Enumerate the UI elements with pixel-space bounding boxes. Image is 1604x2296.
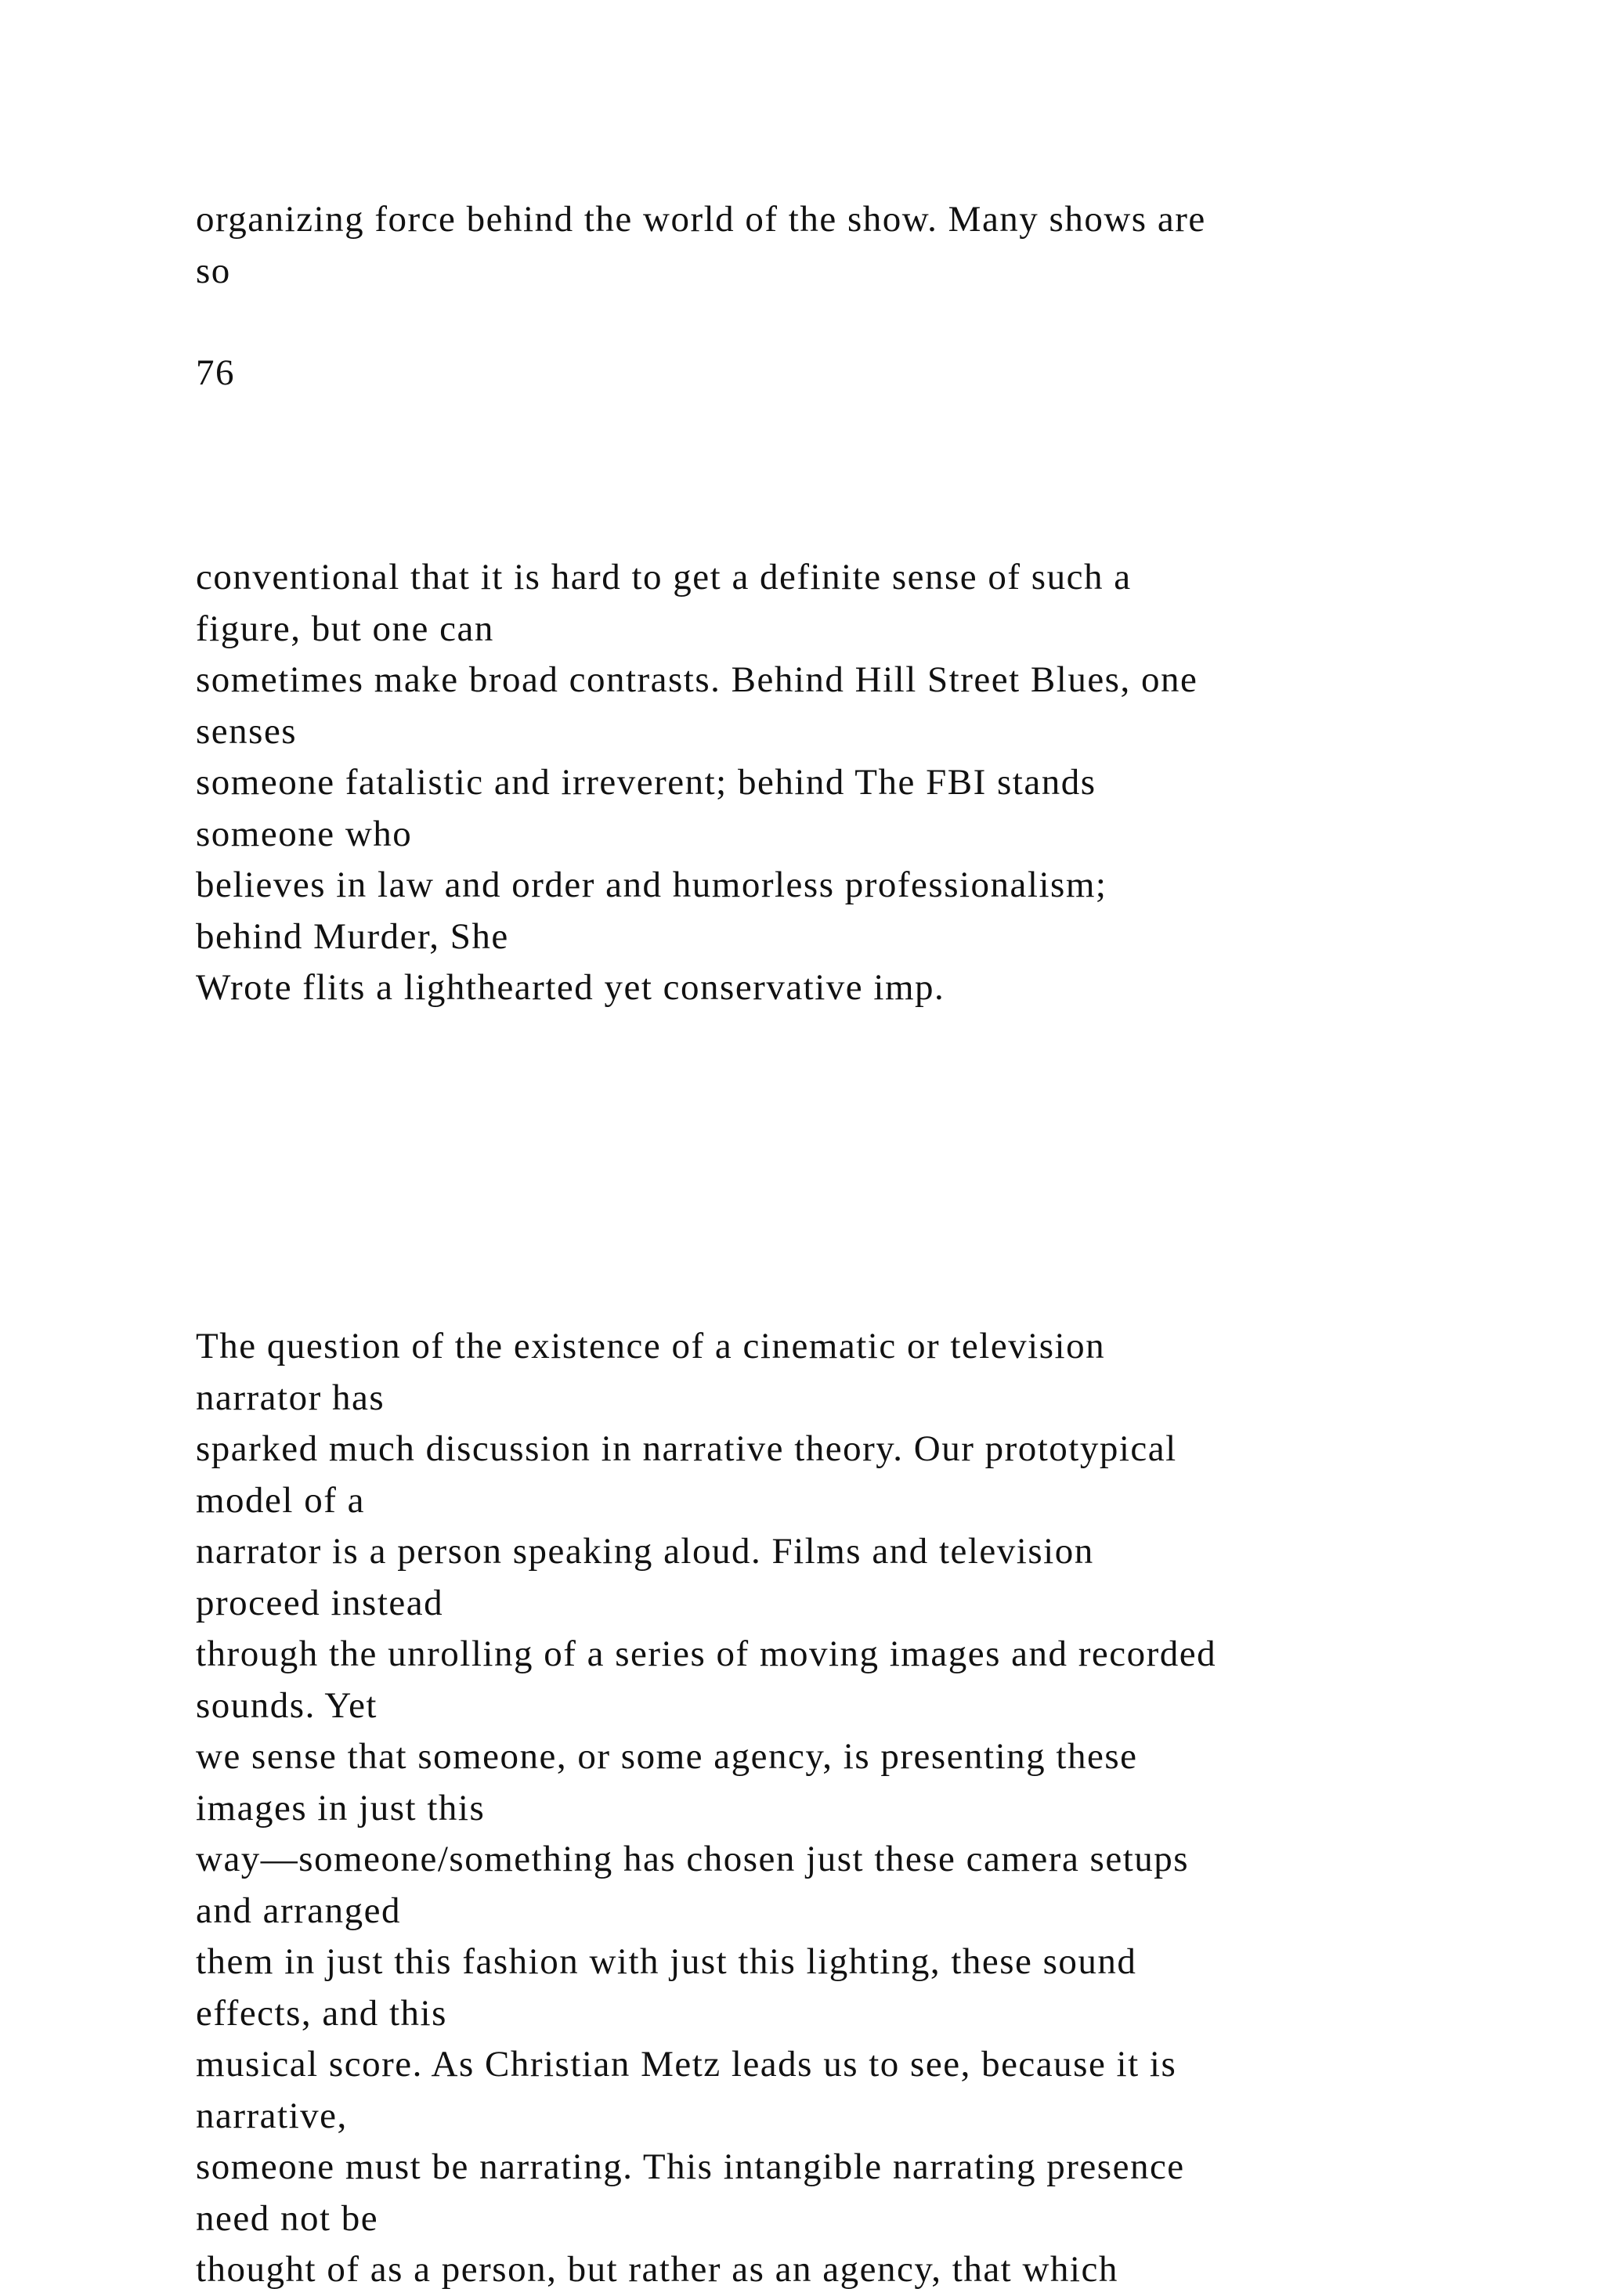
text-line: conventional that it is hard to get a definite sense of such a [196,557,1132,597]
paragraph-3 [196,1321,1527,2296]
text-line: someone fatalistic and irreverent; behind The FBI stands [196,762,1096,803]
paragraph-2 [196,552,1527,1014]
text-line: them in just this fashion with just this lighting, these sound [196,1941,1137,1982]
text-line: we sense that someone, or some agency, is presenting these [196,1736,1138,1777]
page-number: 76 [196,352,235,393]
text-line: musical score. As Christian Metz leads us to see, because it is [196,2044,1177,2085]
text-line: someone who [196,813,413,854]
text-line: narrator has [196,1377,385,1418]
text-line: The question of the existence of a cinematic or television [196,1326,1106,1366]
text-line: narrator is a person speaking aloud. Films and television [196,1531,1094,1572]
text-line: so [196,250,231,291]
text-line: images in just this [196,1787,486,1828]
text-line: effects, and this [196,1992,447,2034]
text-line: narrative, [196,2095,348,2136]
text-line: someone must be narrating. This intangible narrating presence [196,2146,1185,2187]
page-number-block [196,348,1527,399]
text-line: proceed instead [196,1582,444,1623]
text-line: sounds. Yet [196,1684,378,1726]
text-line: senses [196,710,298,752]
text-line: sparked much discussion in narrative theory. Our prototypical [196,1428,1177,1469]
text-line: sometimes make broad contrasts. Behind Hill Street Blues, one [196,659,1198,700]
text-line: way—someone/something has chosen just these camera setups [196,1839,1190,1879]
text-line: need not be [196,2197,379,2239]
text-line: organizing force behind the world of the show. Many shows are [196,199,1206,240]
paragraph-1 [196,194,1527,297]
text-line: and arranged [196,1890,401,1931]
text-line: thought of as a person, but rather as an agency, that which [196,2249,1118,2290]
text-line: behind Murder, She [196,915,509,957]
text-line: through the unrolling of a series of moving images and recorded [196,1634,1217,1674]
text-line: figure, but one can [196,608,494,649]
text-line: model of a [196,1479,365,1521]
text-line: Wrote flits a lighthearted yet conservative imp. [196,967,945,1008]
text-line: believes in law and order and humorless professionalism; [196,865,1107,905]
